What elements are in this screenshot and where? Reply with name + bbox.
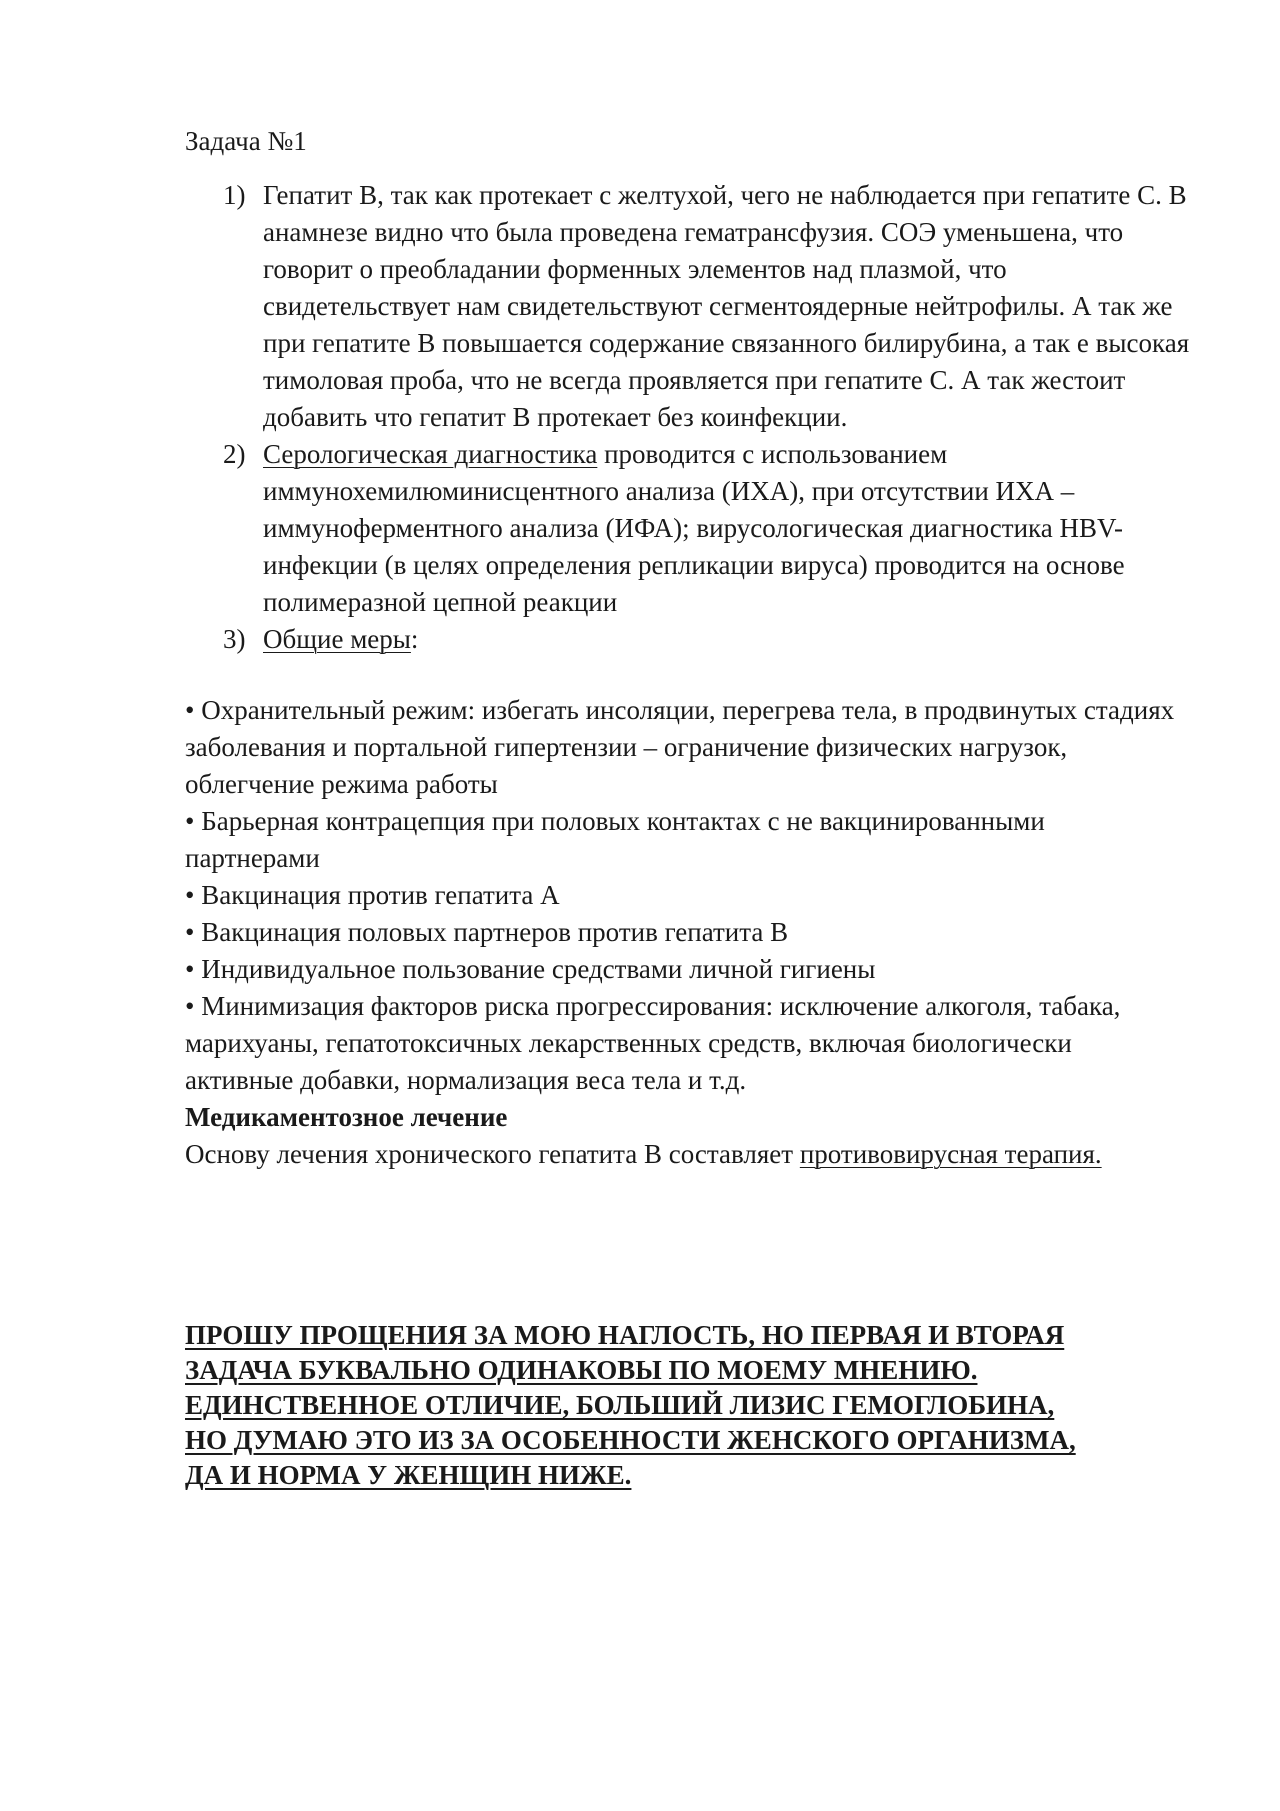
answer-text: проводится с использованием иммунохемилюминисцентного анализа (ИХА), при отсутствии ИХА – иммуноферментного анализа (ИФА); вирусологическая диагностика HBV-инфекции (в целях определения репликации вируса) проводится на основе полимеразной цепной реакции [263,439,1125,617]
task-title: Задача №1 [185,126,307,156]
list-item [185,621,1195,658]
treatment-heading: Медикаментозное лечение [185,1102,508,1132]
bullet-list [185,692,1185,1173]
bullet-item: • Охранительный режим: избегать инсоляции, перегрева тела, в продвинутых стадиях заболевания и портальной гипертензии – ограничение физических нагрузок, облегчение режима работы [185,695,1175,799]
answer-text: : [410,624,419,654]
bullet-item: • Вакцинация против гепатита А [185,880,560,910]
list-number: 1) [223,180,246,210]
general-measures-link[interactable]: Общие меры [263,624,411,654]
list-item [185,177,1195,436]
bullet-item: • Вакцинация половых партнеров против гепатита В [185,917,789,947]
answer-list [185,177,1195,658]
serological-diagnostics-link[interactable]: Серологическая диагностика [263,439,598,469]
antiviral-therapy-link[interactable]: противовирусная терапия. [799,1139,1102,1169]
bullet-item: • Минимизация факторов риска прогрессирования: исключение алкоголя, табака, марихуаны, гепатотоксичных лекарственных средств, включая биологически активные добавки, нормализация веса тела и т.д. [185,991,1121,1095]
answer-text: Гепатит В, так как протекает с желтухой, чего не наблюдается при гепатите С. В анамнезе видно что была проведена гематрансфузия. СОЭ уменьшена, что говорит о преобладании форменных элементов над плазмой, что свидетельствует нам свидетельствуют сегментоядерные нейтрофилы. А так же при гепатите В повышается содержание связанного билирубина, а так е высокая тимоловая проба, что не всегда проявляется при гепатите С. А так жестоит добавить что гепатит В протекает без коинфекции. [263,180,1190,432]
treatment-text: Основу лечения хронического гепатита В составляет [185,1139,800,1169]
treatment-paragraph [185,1136,1185,1173]
list-number: 3) [223,624,246,654]
list-item [185,436,1195,621]
apology-note: ПРОШУ ПРОЩЕНИЯ ЗА МОЮ НАГЛОСТЬ, НО ПЕРВАЯ И ВТОРАЯ ЗАДАЧА БУКВАЛЬНО ОДИНАКОВЫ ПО МОЕМУ МНЕНИЮ. ЕДИНСТВЕННОЕ ОТЛИЧИЕ, БОЛЬШИЙ ЛИЗИС ГЕМОГЛОБИНА, НО ДУМАЮ ЭТО ИЗ ЗА ОСОБЕННОСТИ ЖЕНСКОГО ОРГАНИЗМА, ДА И НОРМА У ЖЕНЩИН НИЖЕ. [185,1320,1076,1490]
list-number: 2) [223,439,246,469]
bullet-item: • Барьерная контрацепция при половых контактах с не вакцинированными партнерами [185,806,1045,873]
bullet-item: • Индивидуальное пользование средствами личной гигиены [185,954,876,984]
